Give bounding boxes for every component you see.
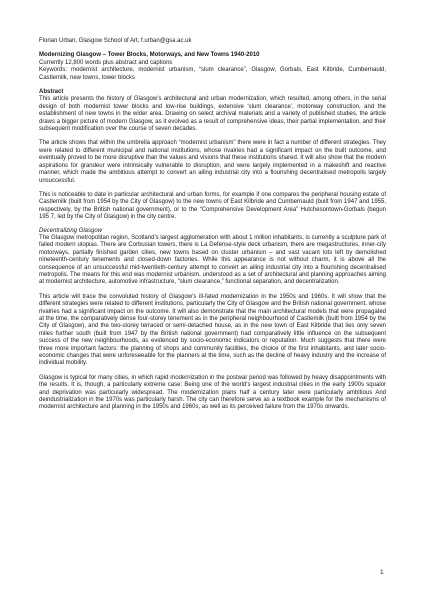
body-paragraph-1: The Glasgow metropolitan region, Scotland’s largest agglomeration with about 1 million inhabitants, is currently a sculpture park of failed modern utopias. There are Corbusian towers, there is La Defense-style deck urbanism, there are megastructures, inner-city motorways, partially finished garden cities, new towns based on cluster urbanism – and vast vacant lots left by demolished nineteenth-century tenements and closed-down factories. While this appearance is not without charm, it is above all the consequence of an unsuccessful mid-twentieth-century attempt to convert an ailing industrial city into a flourishing decentralised metropolis. The means for this end was modernist urbanism, understood as a set of architectural and planning approaches aiming at modernist architecture, automotive infrastructure, “slum clearance,” functional separation, and decentralization. — [39, 234, 386, 286]
abstract-heading: Abstract — [39, 89, 64, 96]
body-paragraph-2: This article will trace the convoluted history of Glasgow’s ill-fated modernization in the 1950s and 1960s. It will show that the different strategies were related to different institutions, particularly the City of Glasgow and the British national government, whose rivalries had a significant impact on the outcome. It will also demonstrate that the main architectural models that were propagated at the time, the comparatively dense four-storey tenement as in the peripheral neighbourhood of Castlemilk (built from 1954 by the City of Glasgow), and the two-storey terraced or semi-detached house, as in the new town of East Kilbride that lies only seven miles further south (built from 1947 by the British national government) had comparatively little influence on the subsequent success of the new neighbourhoods, as evidenced by socio-economic indicators or reputation. Much suggests that there were three more important factors: the planning of shops and community facilities, the choice of the first inhabitants, and later socio-economic changes that were unforeseeable for the planners at the time, such as the decline of heavy industry and the increase of individual mobility. — [39, 293, 386, 367]
paper-title: Modernizing Glasgow – Tower Blocks, Motorways, and New Towns 1940-2010 — [39, 52, 260, 59]
word-count: Currently 12,800 words plus abstract and captions — [39, 59, 173, 66]
abstract-paragraph-1: This article presents the history of Glasgow’s architectural and urban modernization, which resulted, among others, in the serial design of both modernist tower blocks and low-rise buildings, extensive ‘slum clearance’, motorway construction, and the establishment of new towns in the wider area. Drawing on select archival materials and a variety of published studies, the article draws a bigger picture of modern Glasgow, as it evolved as a result of comprehensive ideas, their partial implementation, and their subsequent modification over the course of seven decades. — [39, 96, 386, 133]
abstract-paragraph-2: The article shows that within the umbrella approach “modernist urbanism” there were in fact a number of different strategies. They were related to different municipal and national institutions, whose rivalries had a significant impact on the built outcome, and eventually proved to be more disruptive than the values and visions that these institutions shared. It will also show that the modern aspirations for grandeur were intrinsically vulnerable to disruption, and were largely implemented in a makeshift and reactive manner, which made the ambitious attempt to convert an ailing industrial city into a flourishing decentralised metropolis largely unsuccessful. — [39, 140, 386, 184]
document-body — [39, 38, 386, 412]
section-heading: Decentralizing Glasgow — [39, 227, 103, 234]
page-number: 1 — [380, 569, 384, 576]
body-paragraph-3: Glasgow is typical for many cities, in which rapid modernization in the postwar period was followed by heavy disappointments with the results. It is, though, a particularly extreme case: Being one of the world’s largest industrial cities in the early 1900s squalor and deprivation was particularly widespread. The modernization plans half a century later were particularly ambitious And deindustrialization in the 1970s was particularly harsh. The city can therefore serve as a textbook example for the mechanisms of modernist architecture and planning in the 1950s and 1960s, as well as its perceived failure from the 1970s onwards. — [39, 374, 386, 411]
author-line: Florian Urban, Glasgow School of Art, f.urban@gsa.ac.uk — [39, 38, 192, 44]
keywords: Keywords: modernist architecture, modernist urbanism, “slum clearance”, Glasgow, Gorbals, East Kilbride, Cumbernauld, Castlemilk, new towns, tower blocks — [39, 67, 386, 81]
abstract-paragraph-3: This is noticeable to date in particular architectural and urban forms, for example if one compares the peripheral housing estate of Castlemilk (built from 1954 by the City of Glasgow) to the new towns of East Kilbride and Cumbernauld (built from 1947 and 1955, respectively, by the British national government), or to the “Comprehensive Development Area” Hutchesontown-Gorbals (begun 195 7, led by the City of Glasgow) in the city centre. — [39, 191, 386, 221]
